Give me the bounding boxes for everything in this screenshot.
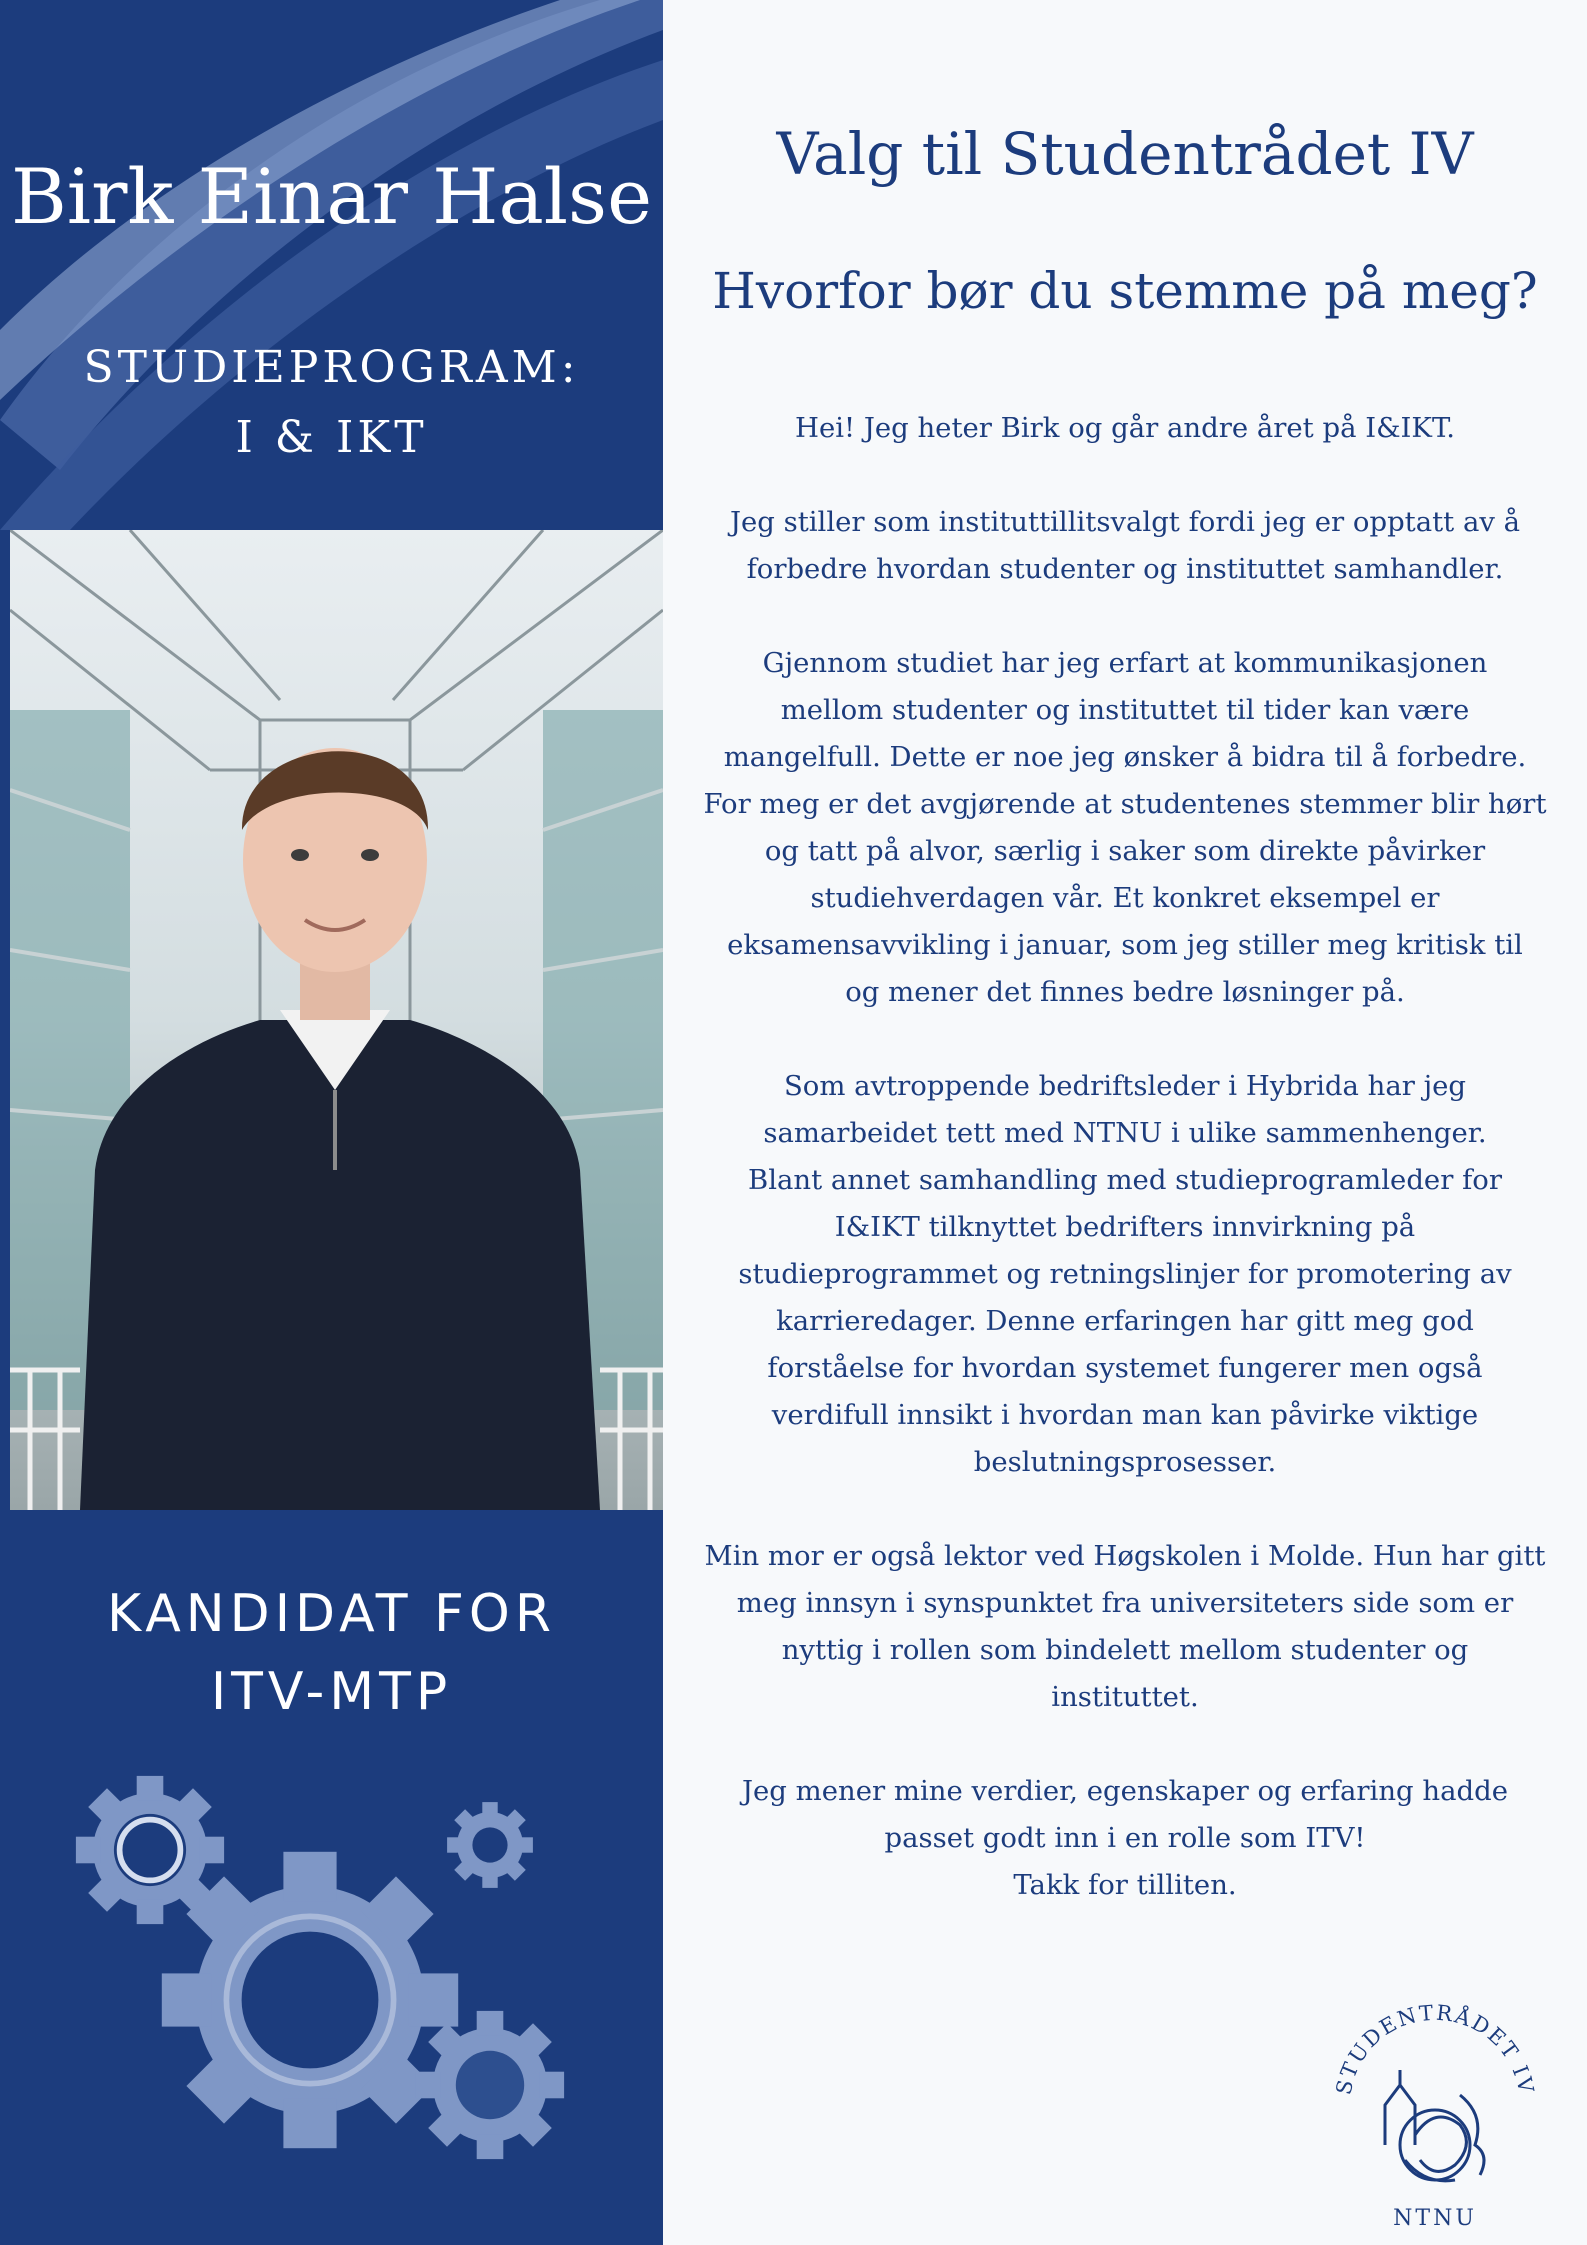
- studentraadet-logo: [1325, 1985, 1545, 2235]
- gear-icon: [416, 2011, 564, 2159]
- gear-icon: [162, 1852, 458, 2148]
- text-line: karrieredager. Denne erfaringen har gitt meg god: [776, 1305, 1474, 1337]
- candidate-name: Birk Einar Halse: [10, 152, 653, 241]
- paragraph-intro: [663, 405, 1587, 452]
- text-line: studiehverdagen vår. Et konkret eksempel er: [810, 882, 1440, 914]
- text-line: meg innsyn i synspunktet fra universiteters side som er: [736, 1587, 1514, 1619]
- text-line: mellom studenter og instituttet til tider kan være: [780, 694, 1470, 726]
- logo-bottom-text: NTNU: [1393, 2206, 1477, 2231]
- text-line: og tatt på alvor, særlig i saker som direkte påvirker: [764, 835, 1486, 867]
- paragraph-experience: [663, 640, 1587, 1016]
- candidate-role: [0, 1575, 663, 1731]
- candidate-photo: [10, 530, 663, 1510]
- paragraph-motivation: [663, 499, 1587, 593]
- text-line: I&IKT tilknyttet bedrifters innvirkning på: [834, 1211, 1416, 1243]
- text-line: forståelse for hvordan systemet fungerer men også: [767, 1352, 1483, 1384]
- text-line: Min mor er også lektor ved Høgskolen i Molde. Hun har gitt: [704, 1540, 1546, 1572]
- gear-icon: [447, 1802, 533, 1888]
- text-line: forbedre hvordan studenter og instituttet samhandler.: [746, 553, 1504, 585]
- logo-arc-text: STUDENTRÅDET IV: [1331, 2000, 1539, 2097]
- text-line: eksamensavvikling i januar, som jeg stiller meg kritisk til: [727, 929, 1523, 961]
- paragraph-closing: [663, 1768, 1587, 1909]
- text-line: instituttet.: [1051, 1681, 1199, 1713]
- text-line: nyttig i rollen som bindelett mellom studenter og: [781, 1634, 1469, 1666]
- gears-illustration: [60, 1755, 600, 2195]
- study-program: [0, 333, 663, 473]
- text-line: samarbeidet tett med NTNU i ulike sammenhenger.: [763, 1117, 1487, 1149]
- paragraph-hybrida: [663, 1063, 1587, 1486]
- role-line-1: KANDIDAT FOR: [107, 1584, 556, 1644]
- text-line: Gjennom studiet har jeg erfart at kommunikasjonen: [762, 647, 1488, 679]
- text-line: Som avtroppende bedriftsleder i Hybrida har jeg: [783, 1070, 1467, 1102]
- study-program-label: STUDIEPROGRAM:: [83, 342, 580, 393]
- text-line: verdifull innsikt i hvordan man kan påvirke viktige: [771, 1399, 1479, 1431]
- svg-text:STUDENTRÅDET IV: [1332, 2001, 1539, 2097]
- study-program-value: I & IKT: [235, 412, 428, 463]
- text-line: beslutningsprosesser.: [973, 1446, 1277, 1478]
- text-line: Takk for tilliten.: [1013, 1869, 1237, 1901]
- text-line: studieprogrammet og retningslinjer for promotering av: [738, 1258, 1512, 1290]
- right-panel: [663, 0, 1587, 2245]
- text-line: Blant annet samhandling med studieprogramleder for: [748, 1164, 1502, 1196]
- text-line: Jeg mener mine verdier, egenskaper og erfaring hadde: [742, 1775, 1508, 1807]
- page-title: Valg til Studentrådet IV: [776, 120, 1474, 188]
- text-line: For meg er det avgjørende at studentenes stemmer blir hørt: [703, 788, 1547, 820]
- text-line: mangelfull. Dette er noe jeg ønsker å bidra til å forbedre.: [723, 741, 1527, 773]
- role-line-2: ITV-MTP: [210, 1662, 453, 1722]
- text-line: og mener det finnes bedre løsninger på.: [845, 976, 1405, 1008]
- statement-text: [663, 405, 1587, 1956]
- text-line: passet godt inn i en rolle som ITV!: [884, 1822, 1366, 1854]
- text-line: Hei! Jeg heter Birk og går andre året på I&IKT.: [794, 412, 1456, 444]
- left-panel: [0, 0, 663, 2245]
- page-subtitle: Hvorfor bør du stemme på meg?: [712, 262, 1538, 320]
- text-line: Jeg stiller som instituttillitsvalgt fordi jeg er opptatt av å: [729, 506, 1521, 538]
- paragraph-family: [663, 1533, 1587, 1721]
